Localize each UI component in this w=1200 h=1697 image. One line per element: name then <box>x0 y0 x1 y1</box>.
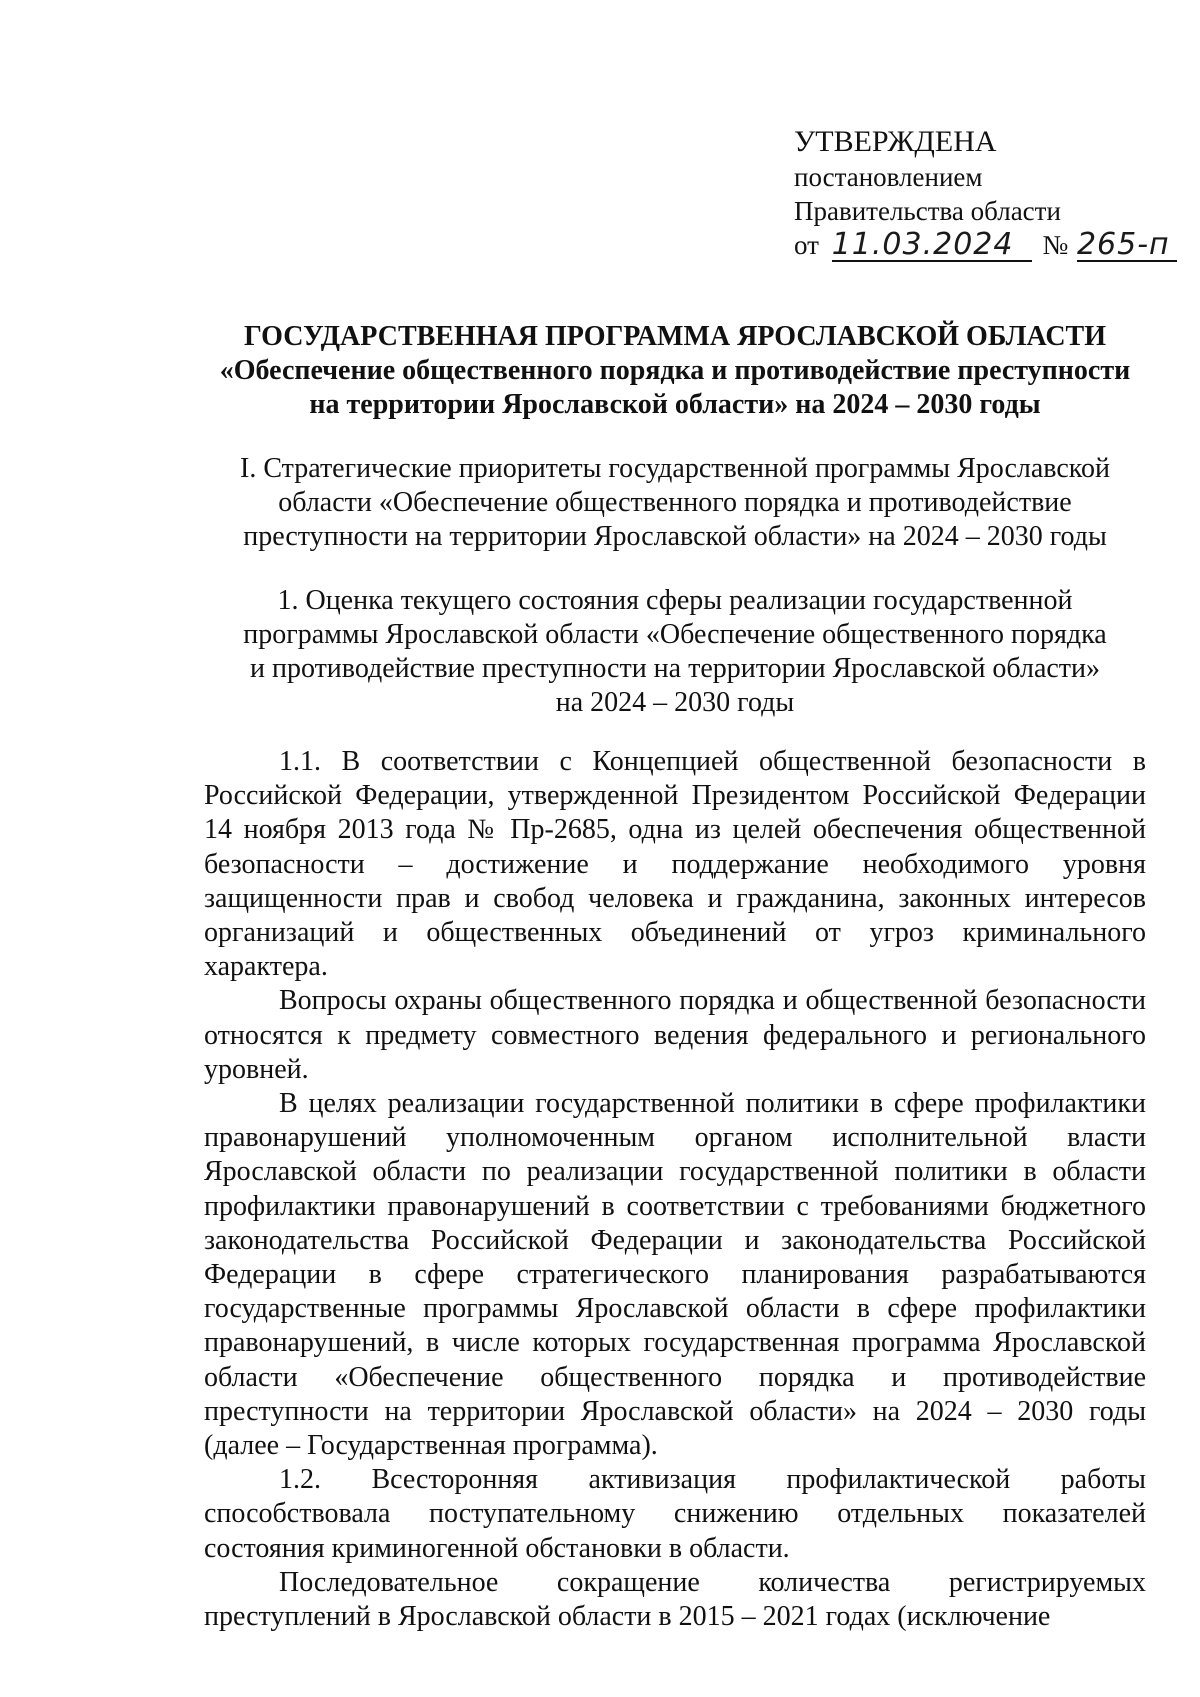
section2-line-3: и противодействие преступности на территории Ярославской области» <box>249 653 1101 684</box>
section-heading-1 <box>200 452 1150 554</box>
approval-heading: УТВЕРЖДЕНА <box>794 125 997 158</box>
section1-line-1: I. Стратегические приоритеты государственной программы Ярославской <box>240 453 1110 484</box>
program-title <box>200 320 1150 422</box>
handwritten-number: 265-п <box>1077 230 1177 262</box>
body-text <box>204 745 1146 1634</box>
paragraph: 1.1. В соответствии с Концепцией общественной безопасности в Российской Федерации, утвержденной Президентом Российской Федерации 14 ноября 2013 года № Пр-2685, одна из целей обеспечения общественной безопасности – достижение и поддержание необходимого уровня защищенности прав и свобод человека и гражданина, законных интересов организаций и общественных объединений от угроз криминального характера. <box>204 746 1146 983</box>
approval-date-line <box>794 228 1174 262</box>
title-line-2: «Обеспечение общественного порядка и противодействие преступности <box>219 355 1131 386</box>
handwritten-date: 11.03.2024 <box>832 230 1032 262</box>
number-prefix: № <box>1042 230 1069 260</box>
section2-line-2: программы Ярославской области «Обеспечение общественного порядка <box>243 619 1107 650</box>
section1-line-2: области «Обеспечение общественного порядка и противодействие <box>278 487 1072 518</box>
paragraph: Последовательное сокращение количества регистрируемых преступлений в Ярославской области в 2015 – 2021 годах (исключение <box>204 1566 1146 1633</box>
approval-block <box>794 124 1174 262</box>
paragraph: В целях реализации государственной политики в сфере профилактики правонарушений уполномоченным органом исполнительной власти Ярославской области по реализации государственной политики в области профилактики правонарушений в соответствии с требованиями бюджетного законодательства Российской Федерации и законодательства Российской Федерации в сфере стратегического планирования разрабатываются государственные программы Ярославской области в сфере профилактики правонарушений, в числе которых государственная программа Ярославской области «Обеспечение общественного порядка и противодействие преступности на территории Ярославской области» на 2024 – 2030 годы (далее – Государственная программа). <box>204 1088 1146 1462</box>
section2-line-4: на 2024 – 2030 годы <box>555 687 795 718</box>
paragraph: 1.2. Всесторонняя активизация профилактической работы способствовала поступательному снижению отдельных показателей состояния криминогенной обстановки в области. <box>204 1464 1146 1564</box>
section-heading-2 <box>200 584 1150 720</box>
approval-line-1: постановлением <box>794 162 983 192</box>
section2-line-1: 1. Оценка текущего состояния сферы реализации государственной <box>277 585 1073 616</box>
title-line-3: на территории Ярославской области» на 2024 – 2030 годы <box>309 389 1041 420</box>
section1-line-3: преступности на территории Ярославской области» на 2024 – 2030 годы <box>243 521 1107 552</box>
title-line-1: ГОСУДАРСТВЕННАЯ ПРОГРАММА ЯРОСЛАВСКОЙ ОБЛАСТИ <box>243 321 1107 352</box>
approval-line-2: Правительства области <box>794 196 1061 226</box>
date-prefix: от <box>794 230 819 260</box>
paragraph: Вопросы охраны общественного порядка и общественной безопасности относятся к предмету совместного ведения федерального и регионального уровней. <box>204 985 1146 1085</box>
